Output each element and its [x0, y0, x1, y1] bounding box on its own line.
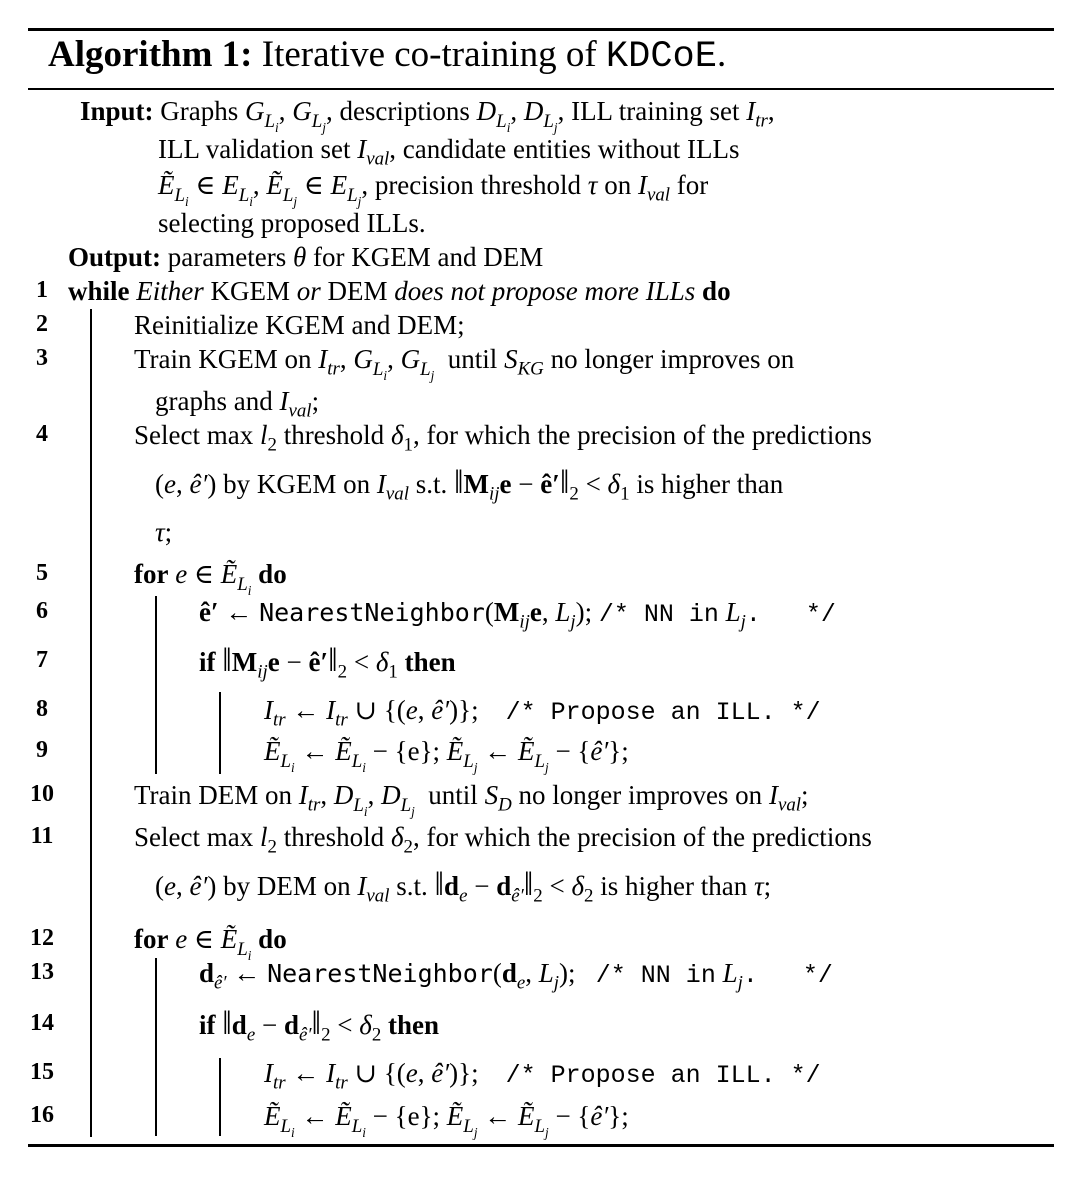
- line-number: 7: [36, 647, 48, 673]
- algo-line-3: Train KGEM on $I_{tr}$, $G_{L_i}$, $G_{L_j}$ until $S_{KG}$ no longer improves on: [134, 344, 795, 383]
- algo-line-15: $I_{tr}$ ← $I_{tr}$ ∪ {(e, ê′)}; /* Propose an ILL. */: [264, 1058, 821, 1094]
- for-block-bar-2: [155, 958, 157, 1136]
- input-line-4: selecting proposed ILLs.: [158, 208, 426, 238]
- line-number: 10: [30, 781, 54, 807]
- input-line-1: Input: Graphs $G_{L_i}$, $G_{L_j}$, descriptions $D_{L_i}$, $D_{L_j}$, ILL training set $I_{tr}$,: [80, 96, 775, 135]
- algo-line-9: Ẽ$_{L_i}$ ← Ẽ$_{L_i}$ − {e}; Ẽ$_{L_j}$ ← Ẽ$_{L_j}$ − {ê′};: [264, 736, 629, 775]
- output-label: Output:: [68, 242, 162, 272]
- line-number: 14: [30, 1010, 54, 1036]
- top-rule: [28, 28, 1054, 31]
- algo-line-6: ê′ ← $NearestNeighbor(M_{ij}e$, $L_j$); /* NN in $L_j$. */: [199, 597, 836, 633]
- while-block-bar: [90, 309, 92, 1137]
- line-number: 4: [36, 421, 48, 447]
- line-number: 12: [30, 925, 54, 951]
- algo-line-2: Reinitialize KGEM and DEM;: [134, 310, 465, 340]
- algo-line-14: if $‖d_e$ − $d_{ê'}‖_2 < \delta_2$ then: [199, 1005, 440, 1046]
- title-rule: [28, 88, 1054, 90]
- algo-line-1: while Either KGEM or DEM does not propose more ILLs do: [68, 276, 731, 306]
- line-number: 11: [30, 823, 54, 849]
- line-number: 1: [36, 277, 48, 303]
- algo-line-12: for e ∈ Ẽ$_{L_i}$ do: [134, 924, 287, 963]
- method-name: KDCoE: [605, 36, 717, 78]
- for-block-bar-1: [155, 596, 157, 774]
- line-number: 8: [36, 696, 48, 722]
- bottom-rule: [28, 1144, 1054, 1147]
- line-number: 15: [30, 1059, 54, 1085]
- algo-line-7: if $‖M_{ij}e$ − $ê'‖_2 < \delta_1$ then: [199, 642, 456, 683]
- line-number: 13: [30, 959, 54, 985]
- algorithm-title: [48, 33, 726, 78]
- algo-line-5: for e ∈ Ẽ$_{L_i}$ do: [134, 559, 287, 598]
- algo-line-4-cont: (e, ê′) by KGEM on $I_{val}$ s.t. $‖M_{ij}e$ − $ê'‖_2 < \delta_1$ is higher than: [155, 464, 784, 505]
- algorithm-title-text: Iterative co-training of: [261, 34, 597, 75]
- output-line: Output: parameters θ for KGEM and DEM: [68, 242, 544, 272]
- line-number: 2: [36, 311, 48, 337]
- algo-line-4-tau: τ;: [155, 517, 173, 547]
- algorithm-label: Algorithm 1:: [48, 34, 253, 75]
- algo-line-13: $d_{ê'}$ ← $NearestNeighbor(d_e$, $L_j$); /* NN in $L_j$. */: [199, 958, 833, 994]
- input-line-3: Ẽ$_{L_i}$ ∈ $E_{L_i}$, Ẽ$_{L_j}$ ∈ $E_{L_j}$, precision threshold τ on $I_{val}$ for: [158, 170, 709, 209]
- algo-line-3-cont: graphs and $I_{val}$;: [155, 386, 320, 422]
- algo-line-11-cont: (e, ê′) by DEM on $I_{val}$ s.t. $‖d_e$ − $d_{ê'}‖_2 < \delta_2$ is higher than τ;: [155, 866, 772, 907]
- title-period: .: [716, 34, 727, 75]
- if-block-bar-1: [219, 692, 221, 774]
- line-number: 5: [36, 560, 48, 586]
- algo-line-8: $I_{tr}$ ← $I_{tr}$ ∪ {(e, ê′)}; /* Propose an ILL. */: [264, 695, 821, 731]
- line-number: 3: [36, 345, 48, 371]
- if-block-bar-2: [219, 1058, 221, 1136]
- algo-line-11: Select $\max l_2$ threshold $\delta_2$, for which the precision of the predictions: [134, 822, 872, 858]
- algo-line-10: Train DEM on $I_{tr}$, $D_{L_i}$, $D_{L_j}$ until $S_D$ no longer improves on $I_{val}$;: [134, 780, 809, 819]
- line-number: 16: [30, 1102, 54, 1128]
- algo-line-16: Ẽ$_{L_i}$ ← Ẽ$_{L_i}$ − {e}; Ẽ$_{L_j}$ ← Ẽ$_{L_j}$ − {ê′};: [264, 1101, 629, 1140]
- line-number: 6: [36, 598, 48, 624]
- input-line-2: ILL validation set $I_{val}$, candidate entities without ILLs: [158, 134, 740, 170]
- algo-line-4: Select $\max l_2$ threshold $\delta_1$, for which the precision of the predictions: [134, 420, 872, 456]
- input-label: Input:: [80, 96, 154, 126]
- line-number: 9: [36, 737, 48, 763]
